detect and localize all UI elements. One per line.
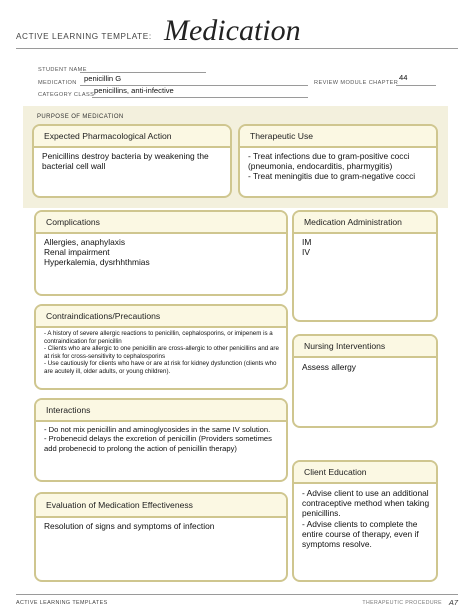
- evaluation-title: Evaluation of Medication Effectiveness: [36, 494, 286, 518]
- template-label: ACTIVE LEARNING TEMPLATE:: [16, 32, 152, 41]
- contraindications-text: - A history of severe allergic reactions to penicillin, cephalosporins, or imipenem is a contraindication for penicillin - Clients who are allergic to one penicillin are cross-allergic to other penicillins and are at risk for cross-sensitivity to cephalosporins - Use cautiously for clients who have or are at risk for kidney dysfunction (clients who are acutely ill, older adults, or young children).: [44, 330, 279, 375]
- expected-action-text: Penicillins destroy bacteria by weakening the bacterial cell wall: [42, 151, 209, 172]
- contraindications-title: Contraindications/Precautions: [36, 306, 286, 328]
- page-number: A7: [448, 598, 458, 607]
- complications-text: Allergies, anaphylaxis Renal impairment Hyperkalemia, dysrhhthmias: [44, 237, 150, 268]
- client-education-title: Client Education: [294, 462, 436, 484]
- therapeutic-use-box[interactable]: [238, 124, 438, 198]
- interactions-title: Interactions: [36, 400, 286, 422]
- category-class-value: penicillins, anti-infective: [94, 86, 174, 95]
- medication-field[interactable]: [80, 74, 308, 86]
- review-module-field[interactable]: [396, 74, 436, 86]
- complications-box[interactable]: [34, 210, 288, 296]
- student-name-label: STUDENT NAME: [38, 67, 87, 73]
- footer-right-text: THERAPEUTIC PROCEDURE: [362, 600, 442, 606]
- evaluation-text: Resolution of signs and symptoms of infection: [44, 521, 215, 531]
- complications-title: Complications: [36, 212, 286, 234]
- review-module-label: REVIEW MODULE CHAPTER: [314, 80, 399, 86]
- page-footer: [16, 594, 458, 607]
- client-education-text: - Advise client to use an additional contraceptive method when taking penicillins. - Advise clients to complete the entire course of therapy, even if symptoms resolve.: [302, 488, 430, 550]
- expected-action-title: Expected Pharmacological Action: [34, 126, 230, 148]
- client-education-box[interactable]: [292, 460, 438, 582]
- category-class-field[interactable]: [92, 86, 308, 98]
- therapeutic-use-title: Therapeutic Use: [240, 126, 436, 148]
- page-title: Medication: [164, 14, 301, 47]
- nursing-interventions-text: Assess allergy: [302, 362, 356, 372]
- contraindications-box[interactable]: [34, 304, 288, 390]
- student-name-field[interactable]: [80, 63, 206, 73]
- medication-label: MEDICATION: [38, 80, 77, 86]
- evaluation-box[interactable]: [34, 492, 288, 582]
- therapeutic-use-text: - Treat infections due to gram-positive cocci (pneumonia, endocarditis, pharmygitis) - Treat meningitis due to gram-negative cocci: [248, 151, 416, 182]
- expected-action-box[interactable]: [32, 124, 232, 198]
- nursing-interventions-title: Nursing Interventions: [294, 336, 436, 358]
- administration-box[interactable]: [292, 210, 438, 322]
- review-module-value: 44: [399, 73, 408, 82]
- footer-left-text: ACTIVE LEARNING TEMPLATES: [16, 600, 108, 606]
- administration-title: Medication Administration: [294, 212, 436, 234]
- category-class-label: CATEGORY CLASS: [38, 92, 95, 98]
- nursing-interventions-box[interactable]: [292, 334, 438, 428]
- purpose-label: PURPOSE OF MEDICATION: [37, 114, 124, 120]
- interactions-box[interactable]: [34, 398, 288, 482]
- interactions-text: - Do not mix penicillin and aminoglycosides in the same IV solution. - Probenecid delays the excretion of penicillin (Providers sometimes add probenecid to prolong the action of penicillin therapy): [44, 425, 272, 453]
- page-header: [16, 10, 458, 49]
- administration-text: IM IV: [302, 237, 312, 258]
- medication-value: penicillin G: [84, 74, 122, 83]
